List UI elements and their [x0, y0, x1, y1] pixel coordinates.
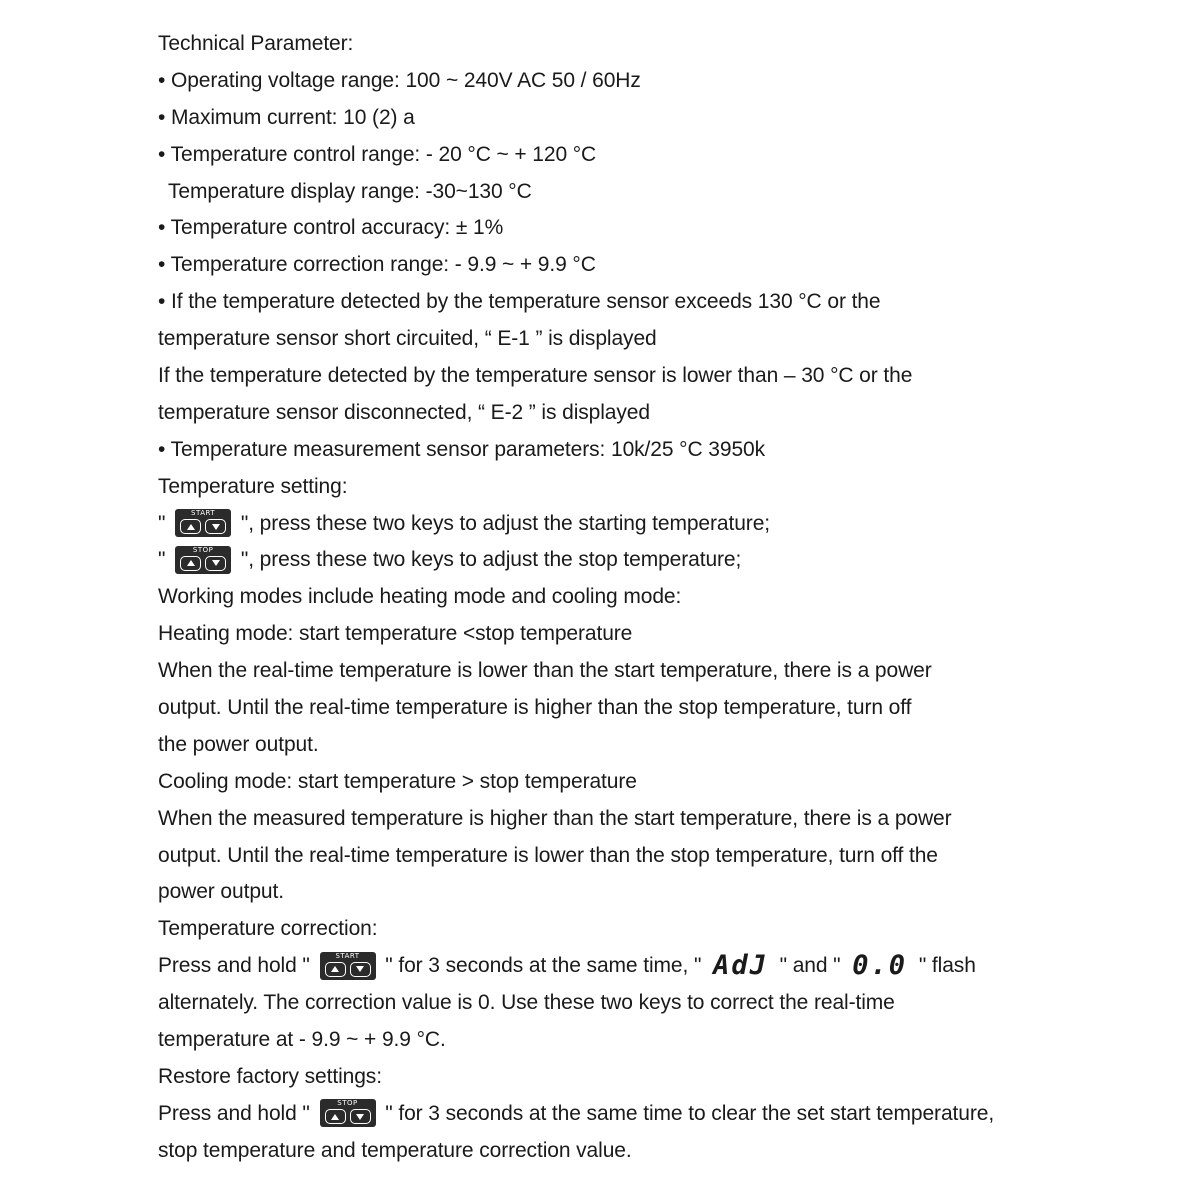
- param-control-accuracy: • Temperature control accuracy: ± 1%: [158, 216, 504, 240]
- param-operating-voltage: • Operating voltage range: 100 ~ 240V AC 50 / 60Hz: [158, 68, 641, 92]
- param-temperature-control-range: • Temperature control range: - 20 °C ~ + 120 °C: [158, 142, 597, 166]
- correction-desc-1: alternately. The correction value is 0. Use these two keys to correct the real-time: [158, 991, 895, 1015]
- stop-prefix: ": [158, 548, 166, 572]
- start-key-label: START: [335, 951, 360, 960]
- start-stop-keys-icon: [320, 952, 376, 980]
- correction-part-1: Press and hold ": [158, 954, 310, 978]
- down-arrow-key-icon: [350, 1109, 371, 1124]
- param-maximum-current: • Maximum current: 10 (2) a: [158, 105, 415, 129]
- start-keys-instruction: [158, 506, 1058, 543]
- cooling-desc-2: output. Until the real-time temperature is lower than the stop temperature, turn off the: [158, 843, 938, 867]
- section-heading-restore-factory: Restore factory settings:: [158, 1064, 382, 1088]
- restore-part-1: Press and hold ": [158, 1101, 310, 1125]
- correction-instruction: [158, 948, 1058, 985]
- heating-desc-3: the power output.: [158, 732, 319, 756]
- heating-desc-2: output. Until the real-time temperature is higher than the stop temperature, turn off: [158, 696, 912, 720]
- start-prefix: ": [158, 511, 166, 535]
- heating-mode-text: Heating mode: start temperature <stop temperature: [158, 622, 633, 646]
- down-arrow-key-icon: [205, 519, 226, 534]
- down-arrow-key-icon: [205, 556, 226, 571]
- param-correction-range: • Temperature correction range: - 9.9 ~ + 9.9 °C: [158, 253, 596, 277]
- start-key-label: START: [191, 509, 216, 518]
- stop-keys-instruction: [158, 542, 1058, 579]
- error-e1-text-2: temperature sensor short circuited, “ E-1 ” is displayed: [158, 327, 657, 351]
- correction-part-3: " and ": [779, 954, 841, 978]
- restore-part-2: " for 3 seconds at the same time to clear the set start temperature,: [385, 1101, 995, 1125]
- section-heading-technical-parameter: Technical Parameter:: [158, 32, 354, 55]
- error-e1-text-1: • If the temperature detected by the temperature sensor exceeds 130 °C or the: [158, 290, 881, 314]
- up-arrow-key-icon: [180, 556, 201, 571]
- section-heading-temperature-correction: Temperature correction:: [158, 917, 378, 941]
- error-e2-text-1: If the temperature detected by the temperature sensor is lower than – 30 °C or the: [158, 364, 913, 388]
- adj-display-glyph: AdJ: [713, 950, 768, 982]
- zero-display-glyph: 0.0: [852, 950, 908, 982]
- heating-desc-1: When the real-time temperature is lower than the start temperature, there is a power: [158, 659, 932, 683]
- up-arrow-key-icon: [180, 519, 201, 534]
- correction-desc-2: temperature at - 9.9 ~ + 9.9 °C.: [158, 1028, 446, 1052]
- param-temperature-display-range: Temperature display range: -30~130 °C: [168, 179, 532, 203]
- cooling-mode-text: Cooling mode: start temperature > stop temperature: [158, 769, 637, 793]
- section-heading-temperature-setting: Temperature setting:: [158, 474, 348, 498]
- restore-instruction: [158, 1096, 1058, 1133]
- cooling-desc-1: When the measured temperature is higher than the start temperature, there is a power: [158, 806, 952, 830]
- cooling-desc-3: power output.: [158, 880, 284, 904]
- stop-key-label: STOP: [192, 545, 214, 554]
- correction-part-4: " flash: [918, 954, 976, 978]
- stop-suffix: ", press these two keys to adjust the stop temperature;: [240, 548, 742, 572]
- up-arrow-key-icon: [325, 962, 346, 977]
- down-arrow-key-icon: [350, 962, 371, 977]
- start-keys-icon: [175, 509, 231, 537]
- start-suffix: ", press these two keys to adjust the starting temperature;: [240, 511, 771, 535]
- param-sensor: • Temperature measurement sensor parameters: 10k/25 °C 3950k: [158, 437, 765, 461]
- stop-key-label: STOP: [337, 1099, 358, 1108]
- error-e2-text-2: temperature sensor disconnected, “ E-2 ” is displayed: [158, 400, 650, 424]
- restore-desc: stop temperature and temperature correction value.: [158, 1138, 632, 1162]
- correction-part-2: " for 3 seconds at the same time, ": [385, 954, 702, 978]
- working-modes-text: Working modes include heating mode and cooling mode:: [158, 585, 682, 609]
- up-arrow-key-icon: [325, 1109, 346, 1124]
- technical-document: [158, 26, 1058, 1170]
- stop-keys-icon: [175, 546, 231, 574]
- stop-keys-icon: [320, 1099, 376, 1127]
